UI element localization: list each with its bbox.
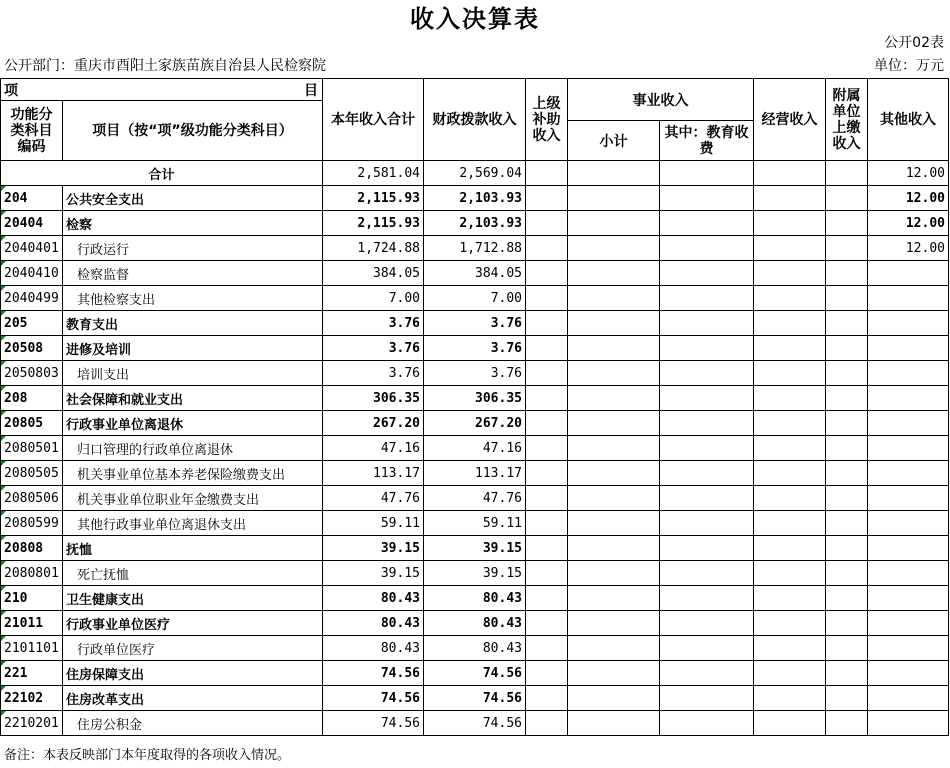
row-code: 2080501 bbox=[1, 436, 63, 461]
row-fiscal: 113.17 bbox=[424, 461, 526, 486]
summary-fiscal: 2,569.04 bbox=[424, 161, 526, 186]
row-other bbox=[868, 561, 949, 586]
row-name: 机关事业单位基本养老保险缴费支出 bbox=[63, 461, 323, 486]
table-row bbox=[1, 336, 949, 361]
row-fiscal: 267.20 bbox=[424, 411, 526, 436]
row-total: 384.05 bbox=[323, 261, 424, 286]
row-code: 2101101 bbox=[1, 636, 63, 661]
row-total: 1,724.88 bbox=[323, 236, 424, 261]
summary-row bbox=[1, 161, 949, 186]
table-row bbox=[1, 711, 949, 736]
row-code: 2040401 bbox=[1, 236, 63, 261]
table-row bbox=[1, 186, 949, 211]
row-other: 12.00 bbox=[868, 236, 949, 261]
row-name: 检察监督 bbox=[63, 261, 323, 286]
row-other bbox=[868, 286, 949, 311]
row-total: 2,115.93 bbox=[323, 186, 424, 211]
row-name: 行政事业单位医疗 bbox=[63, 611, 323, 636]
row-code: 20508 bbox=[1, 336, 63, 361]
row-total: 47.76 bbox=[323, 486, 424, 511]
row-fiscal: 306.35 bbox=[424, 386, 526, 411]
row-name: 其他行政事业单位离退休支出 bbox=[63, 511, 323, 536]
fiscal-header: 财政拨款收入 bbox=[424, 79, 526, 161]
row-total: 3.76 bbox=[323, 361, 424, 386]
row-fiscal: 47.16 bbox=[424, 436, 526, 461]
table-row bbox=[1, 311, 949, 336]
row-code: 221 bbox=[1, 661, 63, 686]
row-fiscal: 74.56 bbox=[424, 686, 526, 711]
row-fiscal: 47.76 bbox=[424, 486, 526, 511]
row-other bbox=[868, 586, 949, 611]
row-name: 卫生健康支出 bbox=[63, 586, 323, 611]
row-other bbox=[868, 461, 949, 486]
row-code: 20404 bbox=[1, 211, 63, 236]
row-total: 74.56 bbox=[323, 686, 424, 711]
row-name: 进修及培训 bbox=[63, 336, 323, 361]
item-header: 项 目 bbox=[1, 79, 323, 101]
row-total: 2,115.93 bbox=[323, 211, 424, 236]
table-row bbox=[1, 286, 949, 311]
row-other bbox=[868, 261, 949, 286]
name-header: 项目（按“项”级功能分类科目） bbox=[63, 101, 323, 161]
row-code: 21011 bbox=[1, 611, 63, 636]
row-code: 2080506 bbox=[1, 486, 63, 511]
total-header: 本年收入合计 bbox=[323, 79, 424, 161]
table-row bbox=[1, 261, 949, 286]
row-fiscal: 2,103.93 bbox=[424, 186, 526, 211]
row-name: 检察 bbox=[63, 211, 323, 236]
unit-label: 单位：万元 bbox=[874, 58, 944, 74]
row-code: 2210201 bbox=[1, 711, 63, 736]
row-code: 210 bbox=[1, 586, 63, 611]
row-other bbox=[868, 336, 949, 361]
business-edu-header: 其中：教育收费 bbox=[660, 121, 754, 161]
affiliated-header: 附属单位上缴收入 bbox=[826, 79, 868, 161]
row-other: 12.00 bbox=[868, 211, 949, 236]
other-header: 其他收入 bbox=[868, 79, 949, 161]
row-fiscal: 80.43 bbox=[424, 586, 526, 611]
form-code: 公开02表 bbox=[884, 35, 944, 51]
row-name: 抚恤 bbox=[63, 536, 323, 561]
row-other bbox=[868, 711, 949, 736]
row-code: 20808 bbox=[1, 536, 63, 561]
row-code: 20805 bbox=[1, 411, 63, 436]
row-fiscal: 3.76 bbox=[424, 336, 526, 361]
operating-header: 经营收入 bbox=[754, 79, 826, 161]
row-fiscal: 384.05 bbox=[424, 261, 526, 286]
row-code: 2080599 bbox=[1, 511, 63, 536]
row-fiscal: 2,103.93 bbox=[424, 211, 526, 236]
row-name: 住房公积金 bbox=[63, 711, 323, 736]
table-row bbox=[1, 486, 949, 511]
row-other bbox=[868, 311, 949, 336]
table-row bbox=[1, 211, 949, 236]
row-name: 培训支出 bbox=[63, 361, 323, 386]
row-fiscal: 59.11 bbox=[424, 511, 526, 536]
row-total: 59.11 bbox=[323, 511, 424, 536]
row-total: 7.00 bbox=[323, 286, 424, 311]
row-other bbox=[868, 361, 949, 386]
row-total: 80.43 bbox=[323, 611, 424, 636]
table-row bbox=[1, 661, 949, 686]
table-row bbox=[1, 586, 949, 611]
row-code: 2040499 bbox=[1, 286, 63, 311]
row-name: 行政单位医疗 bbox=[63, 636, 323, 661]
row-fiscal: 3.76 bbox=[424, 311, 526, 336]
row-total: 39.15 bbox=[323, 536, 424, 561]
row-name: 教育支出 bbox=[63, 311, 323, 336]
row-total: 39.15 bbox=[323, 561, 424, 586]
row-code: 2050803 bbox=[1, 361, 63, 386]
row-fiscal: 39.15 bbox=[424, 536, 526, 561]
row-other bbox=[868, 661, 949, 686]
row-code: 2040410 bbox=[1, 261, 63, 286]
code-header: 功能分类科目编码 bbox=[1, 101, 63, 161]
row-total: 80.43 bbox=[323, 636, 424, 661]
row-fiscal: 80.43 bbox=[424, 636, 526, 661]
row-fiscal: 74.56 bbox=[424, 661, 526, 686]
row-name: 住房保障支出 bbox=[63, 661, 323, 686]
income-table bbox=[0, 78, 949, 736]
row-total: 267.20 bbox=[323, 411, 424, 436]
table-row bbox=[1, 511, 949, 536]
row-fiscal: 80.43 bbox=[424, 611, 526, 636]
row-name: 行政运行 bbox=[63, 236, 323, 261]
table-row bbox=[1, 686, 949, 711]
business-header: 事业收入 bbox=[568, 79, 754, 121]
upper-subsidy-header: 上级补助收入 bbox=[526, 79, 568, 161]
row-other: 12.00 bbox=[868, 186, 949, 211]
table-row bbox=[1, 361, 949, 386]
row-name: 其他检察支出 bbox=[63, 286, 323, 311]
row-total: 306.35 bbox=[323, 386, 424, 411]
table-row bbox=[1, 236, 949, 261]
row-name: 死亡抚恤 bbox=[63, 561, 323, 586]
table-row bbox=[1, 536, 949, 561]
row-name: 归口管理的行政单位离退休 bbox=[63, 436, 323, 461]
row-name: 机关事业单位职业年金缴费支出 bbox=[63, 486, 323, 511]
row-other bbox=[868, 536, 949, 561]
footnote: 备注：本表反映部门本年度取得的各项收入情况。 bbox=[4, 748, 291, 763]
row-total: 80.43 bbox=[323, 586, 424, 611]
row-code: 204 bbox=[1, 186, 63, 211]
row-code: 2080801 bbox=[1, 561, 63, 586]
row-fiscal: 3.76 bbox=[424, 361, 526, 386]
table-row bbox=[1, 611, 949, 636]
row-fiscal: 1,712.88 bbox=[424, 236, 526, 261]
row-total: 113.17 bbox=[323, 461, 424, 486]
business-subtotal-header: 小计 bbox=[568, 121, 660, 161]
row-code: 2080505 bbox=[1, 461, 63, 486]
row-total: 3.76 bbox=[323, 311, 424, 336]
row-total: 3.76 bbox=[323, 336, 424, 361]
row-other bbox=[868, 686, 949, 711]
row-name: 社会保障和就业支出 bbox=[63, 386, 323, 411]
row-fiscal: 39.15 bbox=[424, 561, 526, 586]
summary-total: 2,581.04 bbox=[323, 161, 424, 186]
row-fiscal: 7.00 bbox=[424, 286, 526, 311]
row-other bbox=[868, 611, 949, 636]
row-other bbox=[868, 411, 949, 436]
summary-label: 合计 bbox=[1, 161, 323, 186]
row-name: 行政事业单位离退休 bbox=[63, 411, 323, 436]
row-total: 74.56 bbox=[323, 661, 424, 686]
row-other bbox=[868, 436, 949, 461]
row-name: 公共安全支出 bbox=[63, 186, 323, 211]
row-code: 208 bbox=[1, 386, 63, 411]
row-total: 74.56 bbox=[323, 711, 424, 736]
table-row bbox=[1, 561, 949, 586]
table-row bbox=[1, 411, 949, 436]
table-row bbox=[1, 436, 949, 461]
table-row bbox=[1, 461, 949, 486]
row-name: 住房改革支出 bbox=[63, 686, 323, 711]
summary-other: 12.00 bbox=[868, 161, 949, 186]
row-other bbox=[868, 386, 949, 411]
row-code: 205 bbox=[1, 311, 63, 336]
row-other bbox=[868, 636, 949, 661]
row-code: 22102 bbox=[1, 686, 63, 711]
row-fiscal: 74.56 bbox=[424, 711, 526, 736]
row-other bbox=[868, 486, 949, 511]
table-row bbox=[1, 386, 949, 411]
page-title: 收入决算表 bbox=[410, 4, 540, 33]
row-total: 47.16 bbox=[323, 436, 424, 461]
row-other bbox=[868, 511, 949, 536]
table-row bbox=[1, 636, 949, 661]
department-label: 公开部门：重庆市酉阳土家族苗族自治县人民检察院 bbox=[4, 58, 326, 74]
